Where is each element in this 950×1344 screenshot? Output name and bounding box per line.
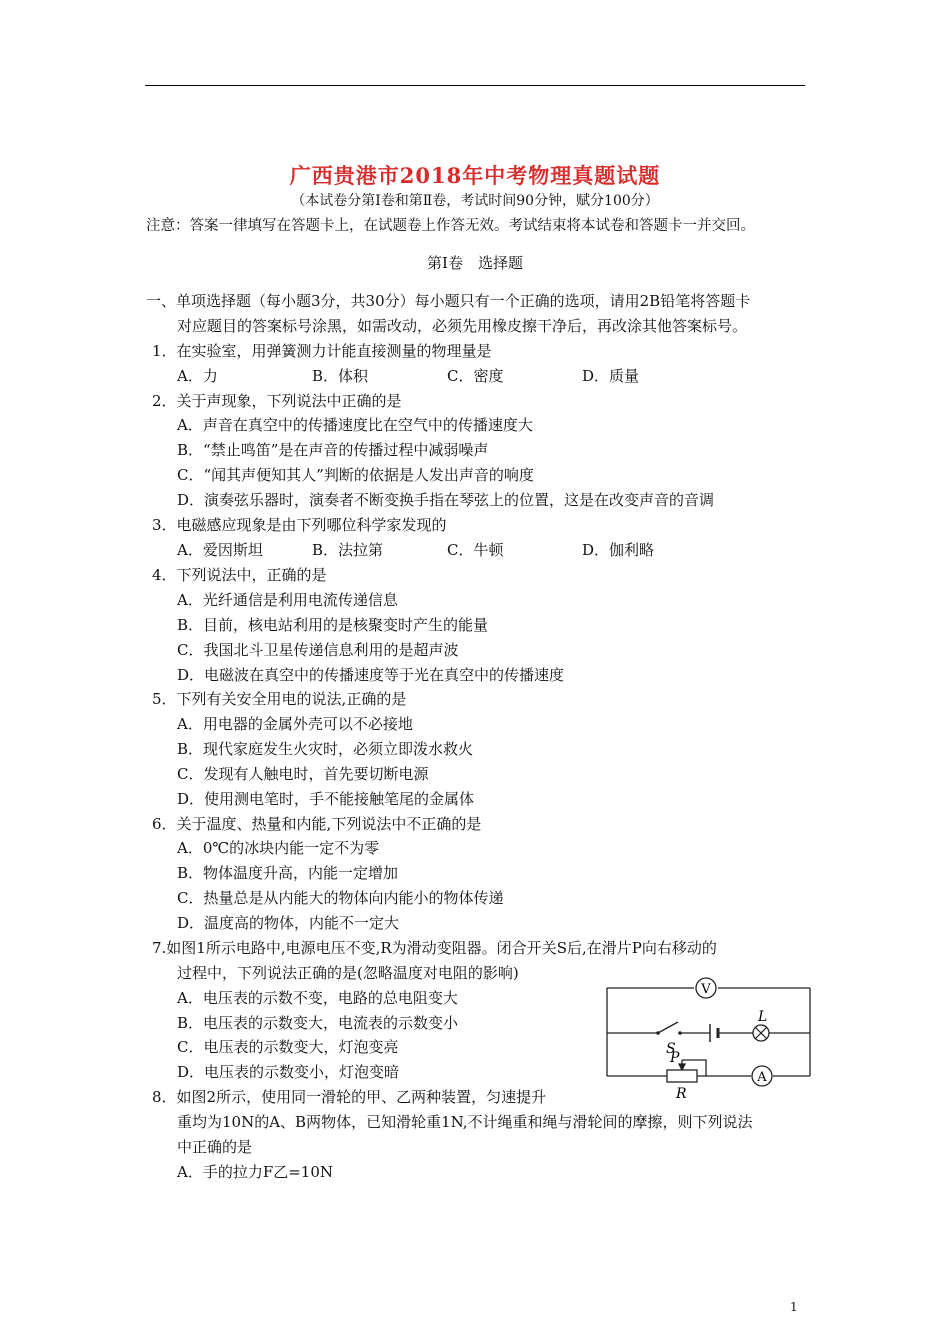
battery-icon bbox=[710, 1024, 718, 1042]
section-instruction-cont: 对应题目的答案标号涂黑，如需改动，必须先用橡皮擦干净后，再改涂其他答案标号。 bbox=[177, 317, 748, 335]
option-b: B．目前，核电站利用的是核聚变时产生的能量 bbox=[177, 616, 489, 634]
option-d: D．使用测电笔时，手不能接触笔尾的金属体 bbox=[177, 790, 475, 808]
circuit-diagram bbox=[602, 978, 817, 1102]
switch-label: S bbox=[666, 1041, 676, 1057]
question-stem: 3．电磁感应现象是由下列哪位科学家发现的 bbox=[152, 516, 447, 534]
resistor-icon bbox=[667, 1070, 697, 1082]
option-c: C．电压表的示数变大，灯泡变亮 bbox=[177, 1038, 399, 1056]
option-b: B．法拉第 bbox=[312, 541, 384, 559]
question-stem: 2．关于声现象，下列说法中正确的是 bbox=[152, 392, 402, 410]
slider-label: P bbox=[670, 1050, 680, 1066]
voltmeter-icon bbox=[696, 978, 716, 998]
option-c: C．“闻其声便知其人”判断的依据是人发出声音的响度 bbox=[177, 466, 534, 484]
switch-icon bbox=[656, 1022, 682, 1035]
option-c: C．牛顿 bbox=[447, 541, 504, 559]
option-a: A．电压表的示数不变，电路的总电阻变大 bbox=[177, 989, 458, 1007]
option-a: A．声音在真空中的传播速度比在空气中的传播速度大 bbox=[177, 416, 533, 434]
option-b: B．现代家庭发生火灾时，必须立即泼水救火 bbox=[177, 740, 474, 758]
option-c: C．密度 bbox=[447, 367, 504, 385]
question-stem: 8．如图2所示，使用同一滑轮的甲、乙两种装置，匀速提升 bbox=[152, 1088, 547, 1106]
question-stem: 6．关于温度、热量和内能,下列说法中不正确的是 bbox=[152, 815, 482, 833]
exam-subtitle: （本试卷分第Ⅰ卷和第Ⅱ卷，考试时间90分钟，赋分100分） bbox=[291, 193, 659, 209]
option-d: D．演奏弦乐器时，演奏者不断变换手指在琴弦上的位置，这是在改变声音的音调 bbox=[177, 491, 715, 509]
option-a: A．用电器的金属外壳可以不必接地 bbox=[177, 715, 413, 733]
option-row bbox=[177, 365, 717, 386]
question-stem-cont: 重均为10N的A、B两物体，已知滑轮重1N,不计绳重和绳与滑轮间的摩擦，则下列说法 bbox=[177, 1113, 753, 1131]
option-d: D．伽利略 bbox=[582, 541, 655, 559]
option-d: D．电磁波在真空中的传播速度等于光在真空中的传播速度 bbox=[177, 666, 565, 684]
question-stem: 5．下列有关安全用电的说法,正确的是 bbox=[152, 690, 407, 708]
top-rule bbox=[145, 85, 805, 86]
page-title: 广西贵港市2018年中考物理真题试题 bbox=[289, 163, 661, 188]
option-d: D．温度高的物体，内能不一定大 bbox=[177, 914, 400, 932]
section-instruction: 一、单项选择题（每小题3分，共30分）每小题只有一个正确的选项，请用2B铅笔将答题卡 bbox=[146, 292, 751, 310]
section-title: 第Ⅰ卷 选择题 bbox=[427, 254, 523, 272]
option-c: C．我国北斗卫星传递信息利用的是超声波 bbox=[177, 641, 459, 659]
option-d: D．电压表的示数变小，灯泡变暗 bbox=[177, 1063, 400, 1081]
question-stem: 4．下列说法中，正确的是 bbox=[152, 566, 327, 584]
option-a: A．0℃的冰块内能一定不为零 bbox=[177, 839, 380, 857]
resistor-label: R bbox=[676, 1086, 687, 1102]
option-c: C．热量总是从内能大的物体向内能小的物体传递 bbox=[177, 889, 504, 907]
lamp-icon bbox=[753, 1025, 769, 1041]
question-stem-cont: 过程中，下列说法正确的是(忽略温度对电阻的影响) bbox=[177, 964, 519, 982]
ammeter-icon bbox=[752, 1066, 772, 1086]
lamp-label: L bbox=[758, 1009, 768, 1025]
question-stem: 7.如图1所示电路中,电源电压不变,R为滑动变阻器。闭合开关S后,在滑片P向右移动的 bbox=[152, 939, 717, 957]
option-b: B．“禁止鸣笛”是在声音的传播过程中减弱噪声 bbox=[177, 441, 489, 459]
option-a: A．爱因斯坦 bbox=[177, 541, 263, 559]
option-b: B．物体温度升高，内能一定增加 bbox=[177, 864, 399, 882]
page-number: 1 bbox=[790, 1300, 798, 1314]
option-d: D．质量 bbox=[582, 367, 640, 385]
ammeter-label: A bbox=[757, 1070, 767, 1085]
option-b: B．电压表的示数变大，电流表的示数变小 bbox=[177, 1014, 459, 1032]
option-a: A．手的拉力F乙=10N bbox=[177, 1163, 334, 1181]
option-a: A．力 bbox=[177, 367, 218, 385]
question-stem: 1．在实验室，用弹簧测力计能直接测量的物理量是 bbox=[152, 342, 492, 360]
voltmeter-label: V bbox=[701, 982, 711, 997]
option-c: C．发现有人触电时，首先要切断电源 bbox=[177, 765, 429, 783]
question-stem-cont: 中正确的是 bbox=[177, 1138, 253, 1156]
option-a: A．光纤通信是利用电流传递信息 bbox=[177, 591, 398, 609]
exam-notice: 注意：答案一律填写在答题卡上，在试题卷上作答无效。考试结束将本试卷和答题卡一并交回。 bbox=[146, 218, 755, 234]
option-row bbox=[177, 539, 717, 560]
option-b: B．体积 bbox=[312, 367, 369, 385]
